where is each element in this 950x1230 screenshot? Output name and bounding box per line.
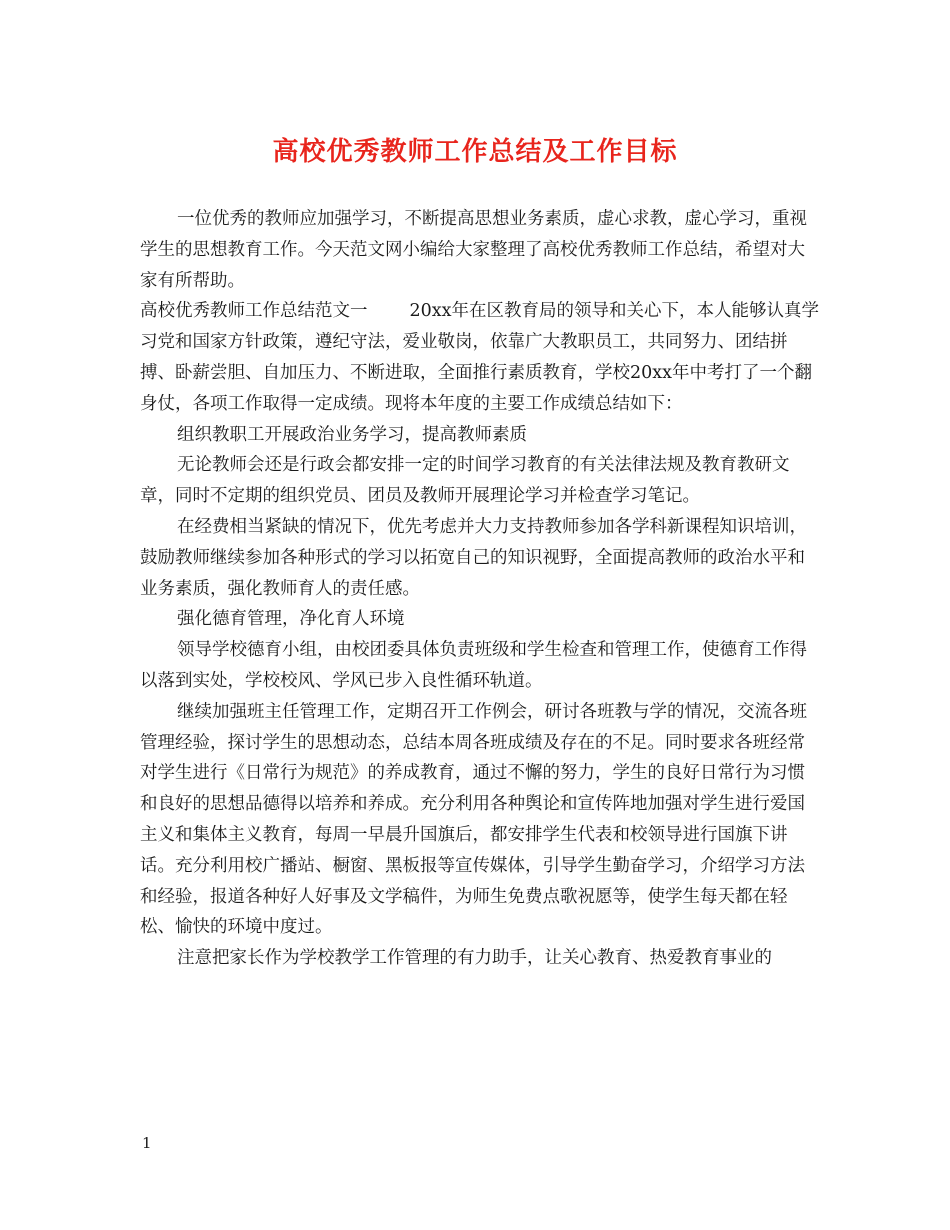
- sample-paragraph: [140, 296, 820, 419]
- section1-paragraph-1: 无论教师会还是行政会都安排一定的时间学习教育的有关法律法规及教育教研文章，同时不定期的组织党员、团员及教师开展理论学习并检查学习笔记。: [140, 455, 790, 507]
- intro-paragraph: 一位优秀的教师应加强学习，不断提高思想业务素质，虚心求教，虚心学习，重视学生的思想教育工作。今天范文网小编给大家整理了高校优秀教师工作总结，希望对大家有所帮助。: [140, 209, 807, 291]
- page-number: 1: [142, 1134, 152, 1152]
- document-body: [140, 204, 820, 974]
- section-heading-2: 强化德育管理，净化育人环境: [177, 609, 405, 630]
- section2-paragraph-3: 注意把家长作为学校教学工作管理的有力助手，让关心教育、热爱教育事业的: [177, 948, 772, 969]
- sample-intro: 20xx年在区教育局的领导和关心下，本人能够认真学习党和国家方针政策，遵纪守法，爱业敬岗，依靠广大教职员工，共同努力、团结拼搏、卧薪尝胆、自加压力、不断进取，全面推行素质教育，学校20xx年中考打了一个翻身仗，各项工作取得一定成绩。现将本年度的主要工作成绩总结如下：: [140, 301, 820, 414]
- document-title: 高校优秀教师工作总结及工作目标: [272, 137, 678, 167]
- sample-heading: 高校优秀教师工作总结范文一: [140, 301, 368, 322]
- section1-paragraph-2: 在经费相当紧缺的情况下，优先考虑并大力支持教师参加各学科新课程知识培训，鼓励教师继续参加各种形式的学习以拓宽自己的知识视野，全面提高教师的政治水平和业务素质，强化教师育人的责任感。: [140, 516, 807, 599]
- section2-paragraph-2: 继续加强班主任管理工作，定期召开工作例会，研讨各班教与学的情况，交流各班管理经验，探讨学生的思想动态，总结本周各班成绩及存在的不足。同时要求各班经常对学生进行《日常行为规范》的养成教育，通过不懈的努力，学生的良好日常行为习惯和良好的思想品德得以培养和养成。充分利用各种舆论和宣传阵地加强对学生进行爱国主义和集体主义教育，每周一早晨升国旗后，都安排学生代表和校领导进行国旗下讲话。充分利用校广播站、橱窗、黑板报等宣传媒体，引导学生勤奋学习，介绍学习方法和经验，报道各种好人好事及文学稿件，为师生免费点歌祝愿等，使学生每天都在轻松、愉快的环境中度过。: [140, 701, 807, 938]
- section-heading-1: 组织教职工开展政治业务学习，提高教师素质: [177, 424, 527, 445]
- section2-paragraph-1: 领导学校德育小组，由校团委具体负责班级和学生检查和管理工作，使德育工作得以落到实处，学校校风、学风已步入良性循环轨道。: [140, 640, 807, 691]
